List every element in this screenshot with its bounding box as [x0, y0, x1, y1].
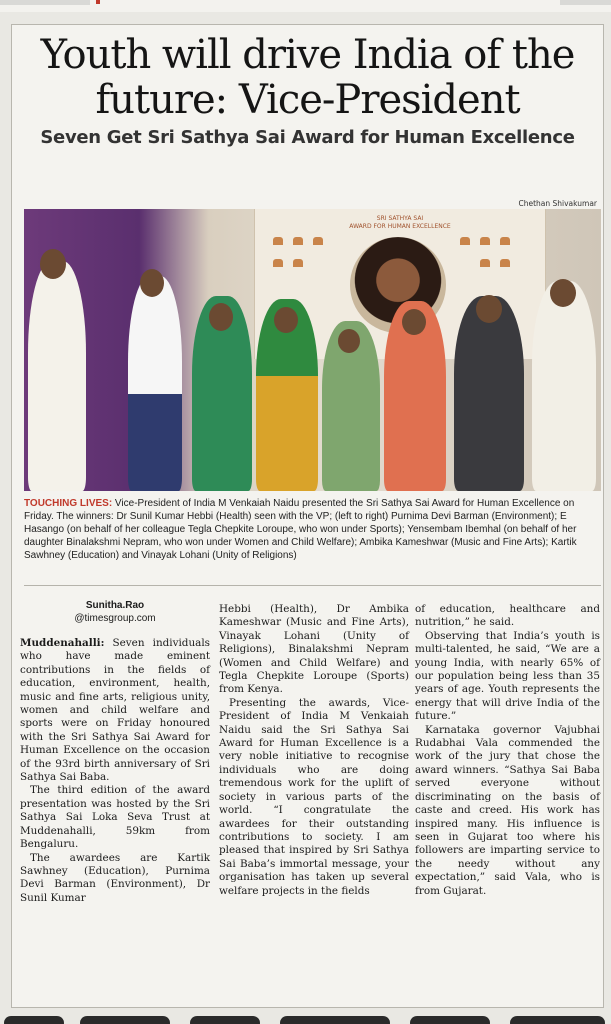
person-awardee — [532, 281, 596, 491]
lamp-icon — [500, 259, 510, 267]
cutoff-glyph — [190, 1016, 260, 1024]
next-article-cutoff — [0, 1010, 611, 1024]
lamp-icon — [480, 259, 490, 267]
article-paragraph: Presenting the awards, Vice-President of India M Venkaiah Naidu said the Sri Sathya Sai Award for Human Excellence is a very noble initiative to recognise individuals who are doing tremendous work for the uplift of society in various parts of the world. “I congratulate the awardees for their outstanding contributions to society. I am pleased that inspired by Sri Sathya Sai Baba’s immortal message, your organisation has taken up several welfare projects in the fields — [219, 696, 409, 897]
article-paragraph: Observing that India’s youth is multi-talented, he said, “We are a young India, with nearly 65% of our population being less than 35 years of age. Youth represents the energy that will drive India of the future.” — [415, 629, 600, 723]
person-awardee — [454, 296, 524, 491]
headline: Youth will drive India of the future: Vice-President — [40, 32, 575, 123]
photo-credit: Chethan Shivakumar — [518, 199, 597, 208]
article-paragraph: Karnataka governor Vajubhai Rudabhai Vala commended the work of the jury that chose the award winners. “Sathya Sai Baba served everyone without discriminating on the basis of caste and creed. His work has inspired many. His influence is seen in Gujarat too where his followers are imparting service to the needy without any expectation,” said Vala, who is from Gujarat. — [415, 723, 600, 897]
top-strip-tab — [0, 0, 90, 5]
person-awardee — [128, 276, 182, 491]
cutoff-glyph — [510, 1016, 605, 1024]
article-column-2 — [219, 603, 409, 898]
caption-label: TOUCHING LIVES: — [24, 498, 113, 509]
cutoff-glyph — [280, 1016, 390, 1024]
lamp-icon — [273, 259, 283, 267]
banner-line-1: SRI SATHYA SAI — [376, 215, 424, 222]
banner-title — [255, 215, 545, 231]
person-head — [140, 269, 164, 297]
article-paragraph: The third edition of the award presentation was hosted by the Sri Sathya Sai Loka Seva Trust at Muddenahalli, 59km from Bengaluru. — [20, 784, 210, 851]
byline-email: @timesgroup.com — [74, 613, 156, 624]
person-vice-president — [28, 261, 86, 491]
person-head — [274, 307, 298, 333]
top-strip-marker — [96, 0, 100, 4]
newspaper-clipping — [11, 24, 604, 1008]
lamp-icon — [460, 237, 470, 245]
byline-name: Sunitha.Rao — [85, 600, 145, 611]
article-column-1 — [20, 599, 210, 905]
page-top-strip — [0, 0, 611, 12]
lamp-icon — [273, 237, 283, 245]
cutoff-glyph — [80, 1016, 170, 1024]
lamp-icon — [293, 237, 303, 245]
person-head — [209, 303, 233, 331]
photo-caption — [24, 497, 601, 562]
person-head — [476, 295, 502, 323]
article-paragraph — [20, 637, 210, 784]
cutoff-glyph — [4, 1016, 64, 1024]
paragraph-text: Seven individuals who have made eminent contributions in the fields of education, environment, health, music and fine arts, religious unity, women and child welfare and sports were on Friday honoured with the Sri Sathya Sai Award for Human Excellence on the occasion of the 93rd birth anniversary of Sri Sathya Sai Baba. — [20, 637, 210, 784]
banner-line-2: AWARD FOR HUMAN EXCELLENCE — [349, 223, 451, 230]
divider — [24, 585, 601, 586]
byline — [20, 599, 210, 625]
lamp-icon — [313, 237, 323, 245]
subheadline: Seven Get Sri Sathya Sai Award for Human Excellence — [40, 127, 575, 148]
cutoff-glyph — [410, 1016, 490, 1024]
person-head — [40, 249, 66, 279]
lamp-icon — [293, 259, 303, 267]
person-head — [550, 279, 576, 307]
article-column-3 — [415, 603, 600, 898]
person-head — [338, 329, 360, 353]
article-paragraph: of education, healthcare and nutrition,” he said. — [415, 603, 600, 629]
person-head — [402, 309, 426, 335]
top-strip-tab-right — [560, 0, 611, 5]
article-paragraph: The awardees are Kartik Sawhney (Education), Purnima Devi Barman (Environment), Dr Sunil Kumar — [20, 851, 210, 904]
award-ceremony-photo — [24, 209, 601, 491]
lamp-icon — [500, 237, 510, 245]
article-paragraph: Hebbi (Health), Dr Ambika Kameshwar (Music and Fine Arts), Vinayak Lohani (Unity of Religions), Binalakshmi Nepram (Women and Child Welfare) and Tegla Chepkite Loroupe (Sports) from Kenya. — [219, 603, 409, 696]
caption-text: Vice-President of India M Venkaiah Naidu presented the Sri Sathya Sai Award for Human Excellence on Friday. The winners: Dr Sunil Kumar Hebbi (Health) seen with the VP; (left to right) Purnima Devi Barman (Environment); E Hasango (on behalf of her colleague Tegla Chepkite Loroupe, who won under Sports); Yensembam Ibemhal (on behalf of her daughter Binalakshmi Nepram, who won under Women and Child Welfare); Ambika Kameshwar (Music and Fine Arts); Kartik Sawhney (Education) and Vinayak Lohani (Unity of Religions) — [24, 498, 577, 561]
dateline: Muddenahalli: — [20, 637, 105, 649]
lamp-icon — [480, 237, 490, 245]
